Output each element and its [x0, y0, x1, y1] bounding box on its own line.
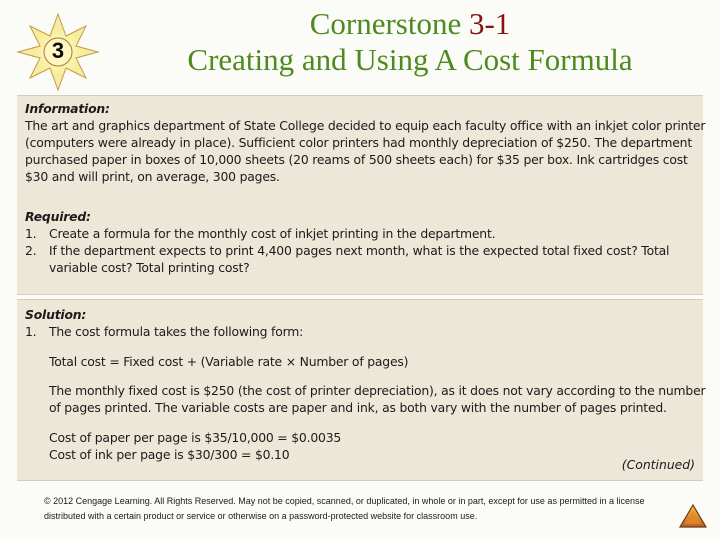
problem-panel — [17, 95, 706, 295]
list-marker: 2. — [25, 243, 37, 258]
chapter-number: 3 — [51, 38, 65, 63]
next-slide-button[interactable] — [678, 503, 708, 529]
title-line-1 — [110, 6, 710, 42]
solution-heading: Solution: — [25, 307, 87, 322]
required-item-2 — [25, 242, 669, 259]
list-marker: 1. — [25, 226, 37, 241]
title-prefix: Cornerstone — [309, 6, 469, 41]
list-marker: 1. — [25, 324, 37, 339]
ink-cost-line: Cost of ink per page is $30/300 = $0.10 — [49, 447, 290, 462]
information-heading: Information: — [25, 101, 110, 116]
required-item-1 — [25, 225, 495, 242]
required-item-text: Create a formula for the monthly cost of inkjet printing in the department. — [49, 226, 496, 241]
information-line: $30 and will print, on average, 300 pages. — [25, 169, 280, 184]
paper-cost-line: Cost of paper per page is $35/10,000 = $0.0035 — [49, 430, 342, 445]
explanation-line: of pages printed. The variable costs are paper and ink, as both vary with the number of pages printed. — [49, 400, 667, 415]
slide-title — [110, 6, 710, 78]
solution-item-1 — [25, 323, 303, 340]
required-heading: Required: — [25, 209, 91, 224]
information-line: (computers were already in place). Sufficient color printers had monthly depreciation of $250. The department — [25, 135, 692, 150]
required-item-text: If the department expects to print 4,400 pages next month, what is the expected total fixed cost? Total — [49, 243, 670, 258]
chapter-badge — [14, 8, 102, 96]
information-line: The art and graphics department of State College decided to equip each faculty office with an inkjet color printer — [25, 118, 706, 133]
explanation-line: The monthly fixed cost is $250 (the cost of printer depreciation), as it does not vary according to the number — [49, 383, 706, 398]
next-arrow-icon — [678, 503, 708, 529]
solution-panel — [17, 299, 706, 481]
title-number: 3-1 — [468, 6, 511, 41]
cost-formula: Total cost = Fixed cost + (Variable rate × Number of pages) — [49, 354, 409, 369]
solution-item-text: The cost formula takes the following form: — [49, 324, 304, 339]
continued-label: (Continued) — [621, 457, 695, 472]
information-line: purchased paper in boxes of 10,000 sheets (20 reams of 500 sheets each) for $35 per box. Ink cartridges cost — [25, 152, 688, 167]
title-subtitle: Creating and Using A Cost Formula — [187, 42, 633, 77]
required-item-text: variable cost? Total printing cost? — [49, 260, 250, 275]
copyright-notice: © 2012 Cengage Learning. All Rights Reserved. May not be copied, scanned, or duplicated, in whole or in part, except for use as permitted in a license distributed with a certain product or service or otherwise on a password-protected website for classroom use. — [44, 496, 645, 521]
